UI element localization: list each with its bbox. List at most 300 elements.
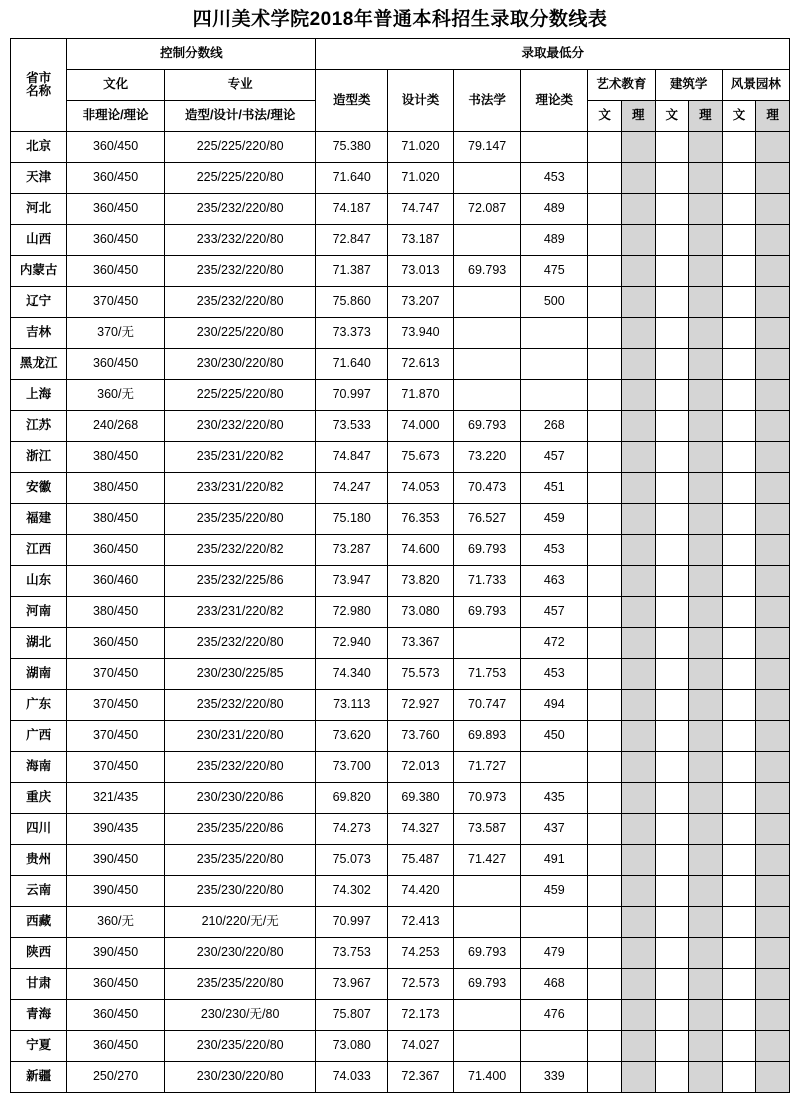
table-row (11, 1061, 790, 1092)
cell-arch-li (689, 317, 723, 348)
cell-theory: 476 (521, 999, 588, 1030)
cell-province: 江苏 (11, 410, 67, 441)
cell-theory: 435 (521, 782, 588, 813)
cell-land-li (756, 999, 790, 1030)
cell-art-li (621, 689, 655, 720)
cell-arch-wen (655, 317, 689, 348)
cell-culture: 370/450 (67, 751, 164, 782)
table-row (11, 968, 790, 999)
cell-province: 内蒙古 (11, 255, 67, 286)
cell-land-li (756, 348, 790, 379)
cell-design: 73.080 (387, 596, 453, 627)
header-theory: 理论类 (521, 69, 588, 131)
cell-land-wen (722, 937, 756, 968)
header-province-line1: 省市 (26, 70, 52, 85)
table-row (11, 503, 790, 534)
cell-culture: 370/450 (67, 658, 164, 689)
cell-land-wen (722, 224, 756, 255)
cell-modeling: 73.373 (316, 317, 387, 348)
cell-arch-wen (655, 193, 689, 224)
header-art-education: 艺术教育 (588, 69, 655, 100)
cell-design: 71.020 (387, 162, 453, 193)
cell-arch-wen (655, 968, 689, 999)
cell-art-li (621, 720, 655, 751)
table-row (11, 596, 790, 627)
cell-major: 230/225/220/80 (164, 317, 316, 348)
cell-calligraphy (454, 162, 521, 193)
cell-land-wen (722, 875, 756, 906)
cell-calligraphy: 73.220 (454, 441, 521, 472)
cell-design: 73.940 (387, 317, 453, 348)
cell-arch-li (689, 503, 723, 534)
cell-major: 230/230/225/85 (164, 658, 316, 689)
cell-culture: 380/450 (67, 596, 164, 627)
table-row (11, 410, 790, 441)
cell-arch-wen (655, 999, 689, 1030)
cell-modeling: 73.620 (316, 720, 387, 751)
cell-calligraphy: 71.753 (454, 658, 521, 689)
cell-major: 230/230/无/80 (164, 999, 316, 1030)
cell-province: 浙江 (11, 441, 67, 472)
cell-calligraphy (454, 224, 521, 255)
cell-calligraphy: 69.793 (454, 255, 521, 286)
cell-art-wen (588, 844, 622, 875)
header-province-line2: 名称 (26, 83, 52, 98)
cell-land-li (756, 131, 790, 162)
cell-art-wen (588, 782, 622, 813)
cell-theory: 457 (521, 596, 588, 627)
cell-design: 73.820 (387, 565, 453, 596)
cell-culture: 360/450 (67, 348, 164, 379)
cell-arch-wen (655, 782, 689, 813)
cell-theory: 268 (521, 410, 588, 441)
cell-province: 安徽 (11, 472, 67, 503)
cell-calligraphy (454, 317, 521, 348)
cell-land-li (756, 162, 790, 193)
header-art-wen: 文 (588, 100, 622, 131)
cell-design: 72.573 (387, 968, 453, 999)
cell-calligraphy: 69.793 (454, 534, 521, 565)
header-culture-sub: 非理论/理论 (67, 100, 164, 131)
cell-arch-li (689, 906, 723, 937)
cell-arch-li (689, 255, 723, 286)
cell-land-wen (722, 348, 756, 379)
cell-art-wen (588, 534, 622, 565)
cell-modeling: 71.640 (316, 162, 387, 193)
cell-calligraphy: 70.973 (454, 782, 521, 813)
cell-design: 73.760 (387, 720, 453, 751)
cell-major: 235/232/225/86 (164, 565, 316, 596)
cell-calligraphy (454, 348, 521, 379)
cell-arch-wen (655, 751, 689, 782)
cell-theory: 494 (521, 689, 588, 720)
cell-arch-wen (655, 596, 689, 627)
cell-land-wen (722, 844, 756, 875)
cell-art-li (621, 317, 655, 348)
cell-province: 湖北 (11, 627, 67, 658)
cell-art-li (621, 875, 655, 906)
table-row (11, 472, 790, 503)
cell-arch-li (689, 751, 723, 782)
cell-major: 235/235/220/80 (164, 503, 316, 534)
cell-theory: 450 (521, 720, 588, 751)
cell-major: 235/235/220/80 (164, 844, 316, 875)
cell-modeling: 73.700 (316, 751, 387, 782)
cell-arch-li (689, 1030, 723, 1061)
cell-art-li (621, 224, 655, 255)
cell-arch-li (689, 193, 723, 224)
cell-theory: 457 (521, 441, 588, 472)
cell-art-wen (588, 999, 622, 1030)
cell-land-wen (722, 131, 756, 162)
cell-province: 北京 (11, 131, 67, 162)
cell-art-wen (588, 875, 622, 906)
cell-land-wen (722, 968, 756, 999)
cell-design: 73.207 (387, 286, 453, 317)
header-culture: 文化 (67, 69, 164, 100)
cell-art-li (621, 751, 655, 782)
cell-calligraphy: 69.793 (454, 596, 521, 627)
cell-province: 广西 (11, 720, 67, 751)
table-row (11, 720, 790, 751)
cell-theory (521, 379, 588, 410)
cell-modeling: 75.807 (316, 999, 387, 1030)
cell-land-wen (722, 1061, 756, 1092)
cell-land-wen (722, 503, 756, 534)
cell-art-wen (588, 1061, 622, 1092)
cell-land-wen (722, 410, 756, 441)
table-row (11, 193, 790, 224)
cell-calligraphy: 76.527 (454, 503, 521, 534)
cell-art-wen (588, 689, 622, 720)
cell-theory: 453 (521, 534, 588, 565)
table-row (11, 689, 790, 720)
table-row (11, 844, 790, 875)
cell-art-wen (588, 906, 622, 937)
header-row-1 (11, 38, 790, 69)
cell-major: 225/225/220/80 (164, 162, 316, 193)
cell-culture: 250/270 (67, 1061, 164, 1092)
cell-art-wen (588, 193, 622, 224)
cell-land-wen (722, 534, 756, 565)
cell-art-li (621, 906, 655, 937)
cell-land-li (756, 1030, 790, 1061)
cell-culture: 360/无 (67, 906, 164, 937)
cell-calligraphy (454, 286, 521, 317)
cell-major: 230/230/220/80 (164, 1061, 316, 1092)
cell-land-li (756, 906, 790, 937)
cell-culture: 360/450 (67, 193, 164, 224)
cell-art-wen (588, 348, 622, 379)
cell-arch-li (689, 1061, 723, 1092)
cell-province: 黑龙江 (11, 348, 67, 379)
cell-art-wen (588, 224, 622, 255)
cell-culture: 321/435 (67, 782, 164, 813)
cell-major: 235/235/220/86 (164, 813, 316, 844)
table-row (11, 286, 790, 317)
cell-calligraphy: 71.400 (454, 1061, 521, 1092)
cell-province: 云南 (11, 875, 67, 906)
cell-arch-li (689, 534, 723, 565)
header-major-sub: 造型/设计/书法/理论 (164, 100, 316, 131)
cell-calligraphy: 70.473 (454, 472, 521, 503)
cell-art-wen (588, 255, 622, 286)
admission-score-table (10, 38, 790, 1093)
cell-art-li (621, 348, 655, 379)
cell-arch-wen (655, 162, 689, 193)
cell-land-li (756, 844, 790, 875)
cell-theory (521, 348, 588, 379)
cell-land-wen (722, 441, 756, 472)
cell-land-wen (722, 627, 756, 658)
cell-modeling: 73.533 (316, 410, 387, 441)
cell-art-li (621, 844, 655, 875)
cell-theory: 459 (521, 875, 588, 906)
cell-arch-wen (655, 131, 689, 162)
cell-arch-li (689, 627, 723, 658)
cell-land-wen (722, 317, 756, 348)
cell-culture: 360/450 (67, 255, 164, 286)
cell-art-wen (588, 503, 622, 534)
cell-arch-wen (655, 937, 689, 968)
cell-province: 青海 (11, 999, 67, 1030)
cell-major: 210/220/无/无 (164, 906, 316, 937)
cell-arch-li (689, 813, 723, 844)
table-row (11, 751, 790, 782)
cell-arch-wen (655, 286, 689, 317)
cell-arch-wen (655, 503, 689, 534)
cell-arch-li (689, 441, 723, 472)
header-arch-wen: 文 (655, 100, 689, 131)
cell-culture: 390/450 (67, 937, 164, 968)
cell-art-wen (588, 720, 622, 751)
cell-modeling: 73.967 (316, 968, 387, 999)
cell-calligraphy (454, 999, 521, 1030)
header-province (11, 38, 67, 131)
table-row (11, 658, 790, 689)
cell-province: 贵州 (11, 844, 67, 875)
cell-calligraphy: 72.087 (454, 193, 521, 224)
cell-culture: 360/450 (67, 627, 164, 658)
cell-art-li (621, 472, 655, 503)
cell-land-li (756, 503, 790, 534)
cell-art-li (621, 255, 655, 286)
cell-culture: 390/450 (67, 844, 164, 875)
cell-theory: 475 (521, 255, 588, 286)
cell-province: 甘肃 (11, 968, 67, 999)
cell-province: 新疆 (11, 1061, 67, 1092)
header-landscape: 风景园林 (722, 69, 789, 100)
cell-modeling: 70.997 (316, 379, 387, 410)
cell-arch-li (689, 596, 723, 627)
cell-calligraphy (454, 627, 521, 658)
cell-major: 235/232/220/80 (164, 193, 316, 224)
cell-calligraphy: 79.147 (454, 131, 521, 162)
cell-calligraphy: 73.587 (454, 813, 521, 844)
cell-province: 山西 (11, 224, 67, 255)
cell-land-li (756, 379, 790, 410)
cell-design: 74.420 (387, 875, 453, 906)
table-row (11, 565, 790, 596)
cell-arch-li (689, 131, 723, 162)
cell-province: 上海 (11, 379, 67, 410)
cell-province: 吉林 (11, 317, 67, 348)
cell-land-li (756, 596, 790, 627)
cell-province: 辽宁 (11, 286, 67, 317)
cell-modeling: 73.947 (316, 565, 387, 596)
cell-province: 河北 (11, 193, 67, 224)
cell-arch-wen (655, 379, 689, 410)
cell-culture: 360/450 (67, 224, 164, 255)
header-architecture: 建筑学 (655, 69, 722, 100)
cell-modeling: 74.033 (316, 1061, 387, 1092)
cell-calligraphy (454, 1030, 521, 1061)
cell-theory: 491 (521, 844, 588, 875)
cell-land-wen (722, 193, 756, 224)
cell-arch-wen (655, 472, 689, 503)
cell-culture: 370/无 (67, 317, 164, 348)
cell-theory: 339 (521, 1061, 588, 1092)
cell-land-li (756, 875, 790, 906)
header-control-group: 控制分数线 (67, 38, 316, 69)
cell-land-wen (722, 565, 756, 596)
cell-arch-li (689, 782, 723, 813)
cell-modeling: 73.113 (316, 689, 387, 720)
cell-calligraphy (454, 875, 521, 906)
cell-arch-wen (655, 813, 689, 844)
cell-land-li (756, 410, 790, 441)
cell-province: 河南 (11, 596, 67, 627)
cell-land-li (756, 658, 790, 689)
cell-art-wen (588, 410, 622, 441)
cell-design: 74.027 (387, 1030, 453, 1061)
table-row (11, 937, 790, 968)
cell-design: 73.367 (387, 627, 453, 658)
cell-modeling: 74.302 (316, 875, 387, 906)
cell-art-li (621, 503, 655, 534)
cell-land-wen (722, 1030, 756, 1061)
cell-art-li (621, 627, 655, 658)
cell-arch-wen (655, 720, 689, 751)
cell-major: 235/235/220/80 (164, 968, 316, 999)
header-design: 设计类 (387, 69, 453, 131)
cell-design: 72.413 (387, 906, 453, 937)
cell-arch-wen (655, 689, 689, 720)
cell-land-wen (722, 999, 756, 1030)
cell-theory: 463 (521, 565, 588, 596)
table-row (11, 906, 790, 937)
table-row (11, 379, 790, 410)
header-land-wen: 文 (722, 100, 756, 131)
cell-theory: 468 (521, 968, 588, 999)
cell-major: 233/231/220/82 (164, 472, 316, 503)
cell-arch-li (689, 720, 723, 751)
cell-design: 72.613 (387, 348, 453, 379)
cell-land-wen (722, 255, 756, 286)
cell-arch-wen (655, 658, 689, 689)
cell-land-wen (722, 720, 756, 751)
cell-art-li (621, 813, 655, 844)
header-major: 专业 (164, 69, 316, 100)
table-row (11, 224, 790, 255)
cell-culture: 370/450 (67, 720, 164, 751)
header-admitted-group: 录取最低分 (316, 38, 790, 69)
cell-land-li (756, 751, 790, 782)
cell-calligraphy (454, 906, 521, 937)
cell-culture: 240/268 (67, 410, 164, 441)
cell-major: 235/230/220/80 (164, 875, 316, 906)
cell-design: 73.187 (387, 224, 453, 255)
cell-calligraphy: 69.793 (454, 937, 521, 968)
cell-province: 福建 (11, 503, 67, 534)
cell-arch-wen (655, 1061, 689, 1092)
cell-modeling: 73.287 (316, 534, 387, 565)
cell-art-wen (588, 658, 622, 689)
cell-design: 71.870 (387, 379, 453, 410)
cell-culture: 360/无 (67, 379, 164, 410)
cell-province: 湖南 (11, 658, 67, 689)
cell-design: 71.020 (387, 131, 453, 162)
cell-theory: 453 (521, 162, 588, 193)
cell-design: 72.013 (387, 751, 453, 782)
cell-art-wen (588, 627, 622, 658)
cell-theory: 489 (521, 193, 588, 224)
cell-theory: 472 (521, 627, 588, 658)
cell-theory (521, 317, 588, 348)
cell-theory (521, 906, 588, 937)
cell-design: 72.173 (387, 999, 453, 1030)
cell-modeling: 74.847 (316, 441, 387, 472)
cell-arch-wen (655, 906, 689, 937)
cell-culture: 370/450 (67, 286, 164, 317)
cell-art-li (621, 162, 655, 193)
cell-major: 230/230/220/80 (164, 348, 316, 379)
cell-major: 230/235/220/80 (164, 1030, 316, 1061)
cell-major: 235/232/220/80 (164, 255, 316, 286)
cell-major: 225/225/220/80 (164, 379, 316, 410)
table-row (11, 875, 790, 906)
cell-design: 74.053 (387, 472, 453, 503)
cell-calligraphy (454, 379, 521, 410)
cell-art-li (621, 379, 655, 410)
cell-art-li (621, 658, 655, 689)
cell-arch-li (689, 565, 723, 596)
cell-calligraphy: 69.793 (454, 410, 521, 441)
cell-land-li (756, 441, 790, 472)
cell-province: 陕西 (11, 937, 67, 968)
cell-province: 四川 (11, 813, 67, 844)
cell-art-wen (588, 596, 622, 627)
cell-culture: 380/450 (67, 441, 164, 472)
cell-land-wen (722, 689, 756, 720)
cell-land-li (756, 286, 790, 317)
cell-modeling: 75.380 (316, 131, 387, 162)
cell-arch-wen (655, 410, 689, 441)
cell-modeling: 72.847 (316, 224, 387, 255)
cell-arch-wen (655, 844, 689, 875)
cell-culture: 390/435 (67, 813, 164, 844)
header-modeling: 造型类 (316, 69, 387, 131)
cell-modeling: 70.997 (316, 906, 387, 937)
cell-design: 74.327 (387, 813, 453, 844)
cell-province: 重庆 (11, 782, 67, 813)
cell-land-li (756, 534, 790, 565)
cell-calligraphy: 69.893 (454, 720, 521, 751)
cell-modeling: 74.187 (316, 193, 387, 224)
cell-major: 230/231/220/80 (164, 720, 316, 751)
cell-major: 235/231/220/82 (164, 441, 316, 472)
table-row (11, 255, 790, 286)
